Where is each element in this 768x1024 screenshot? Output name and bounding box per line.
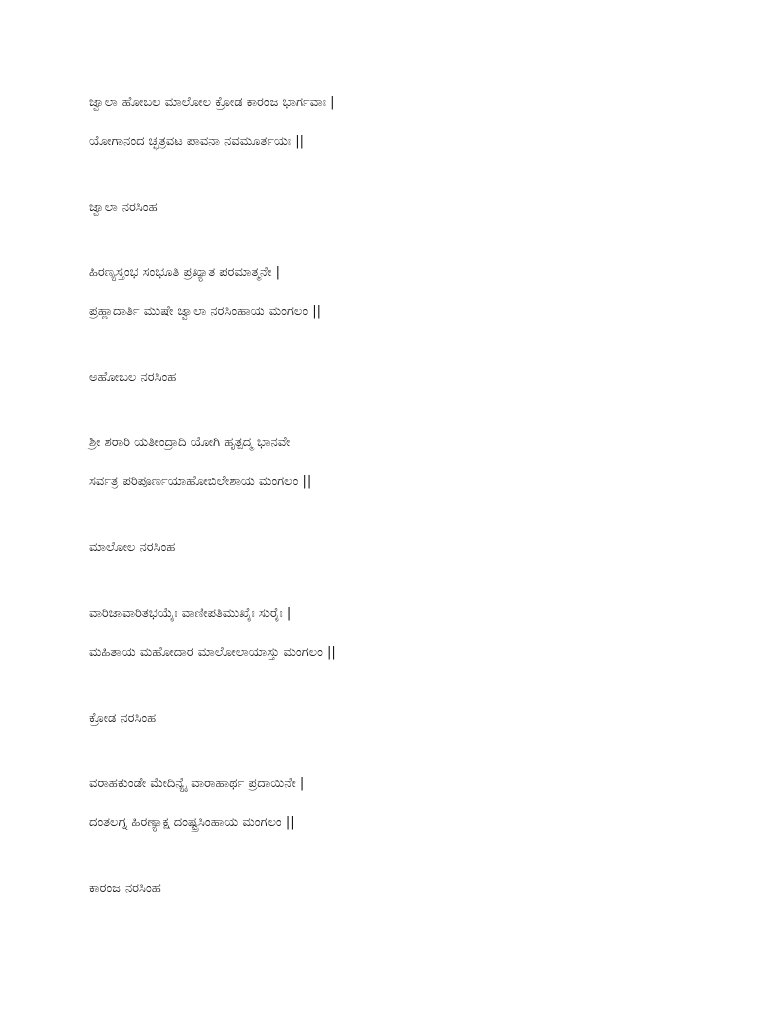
verse-line: ವರಾಹಕುಂಡೇ ಮೇದಿನ್ಯೈ ವಾರಾಹಾರ್ಥ ಪ್ರದಾಯಿನೇ | (89, 776, 305, 791)
verse-line: ಹಿರಣ್ಯಸ್ತಂಭ ಸಂಭೂತಿ ಪ್ರಖ್ಯಾತ ಪರಮಾತ್ಮನೇ | (89, 265, 281, 280)
verse-line: ಯೋಗಾನಂದ ಚ್ಛತ್ರವಟ ಪಾವನಾ ನವಮೂರ್ತಯಃ || (89, 134, 305, 149)
section-heading: ಅಹೋಬಲ ನರಸಿಂಹ (89, 370, 177, 385)
verse-line: ಜ್ವಾಲಾ ಹೋಬಲ ಮಾಲೋಲ ಕ್ರೋಡ ಕಾರಂಜ ಭಾರ್ಗವಾಃ | (89, 95, 335, 110)
verse-line: ಶ್ರೀ ಶರಾರಿ ಯತೀಂದ್ರಾದಿ ಯೋಗಿ ಹೃತ್ಪದ್ಮ ಭಾನವೇ (89, 435, 291, 450)
section-heading: ಜ್ವಾಲಾ ನರಸಿಂಹ (89, 200, 158, 215)
verse-line: ಸರ್ವತ್ರ ಪರಿಪೂರ್ಣಯಾಹೋಬಿಲೇಶಾಯ ಮಂಗಲಂ || (89, 474, 312, 489)
verse-line: ವಾರಿಜಾವಾರಿತಭಯೈಃ ವಾಣೀಪತಿಮುಖೈಃ ಸುರೈಃ | (89, 606, 292, 621)
section-heading: ಮಾಲೋಲ ನರಸಿಂಹ (89, 540, 176, 555)
verse-line: ಪ್ರಹ್ಲಾದಾರ್ತಿ ಮುಷೇ ಜ್ವಾಲಾ ನರಸಿಂಹಾಯ ಮಂಗಲಂ || (89, 304, 321, 319)
verse-line: ಮಹಿತಾಯ ಮಹೋದಾರ ಮಾಲೋಲಾಯಾಸ್ತು ಮಂಗಲಂ || (89, 645, 336, 660)
section-heading: ಕಾರಂಜ ನರಸಿಂಹ (89, 881, 161, 896)
verse-line: ದಂತಲಗ್ನ ಹಿರಣ್ಯಾಕ್ಷ ದಂಷ್ಟ್ರಸಿಂಹಾಯ ಮಂಗಲಂ || (89, 815, 295, 830)
section-heading: ಕ್ರೋಡ ನರಸಿಂಹ (89, 711, 157, 726)
